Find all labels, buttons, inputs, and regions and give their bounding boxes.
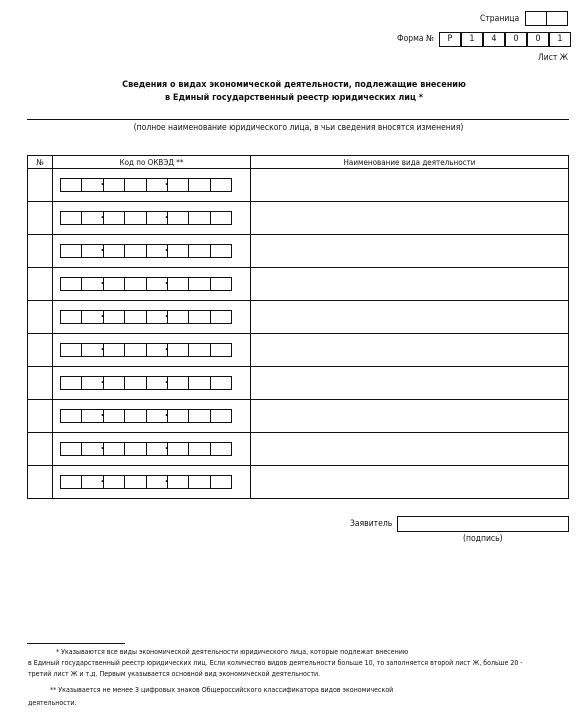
document-title-line1: Сведения о видах экономической деятельности, подлежащие внесению: [122, 80, 466, 90]
signature-caption: (подпись): [463, 534, 503, 544]
code-digit-box: [168, 443, 189, 455]
activity-name-cell[interactable]: [251, 301, 569, 334]
form-label: Форма №: [397, 34, 434, 44]
code-digit-box: [189, 410, 210, 422]
row-number-cell[interactable]: [28, 268, 53, 301]
code-digit-box: [125, 377, 146, 389]
code-digit-box: [61, 476, 82, 488]
code-digit-box: [211, 245, 231, 257]
code-digit-box: [61, 278, 82, 290]
code-digit-box: [211, 179, 231, 191]
row-number-cell[interactable]: [28, 235, 53, 268]
row-number-cell[interactable]: [28, 301, 53, 334]
form-digit-box: 0: [505, 32, 527, 47]
applicant-label: Заявитель: [350, 519, 393, 529]
document-title-line2: в Единый государственный реестр юридических лиц *: [164, 93, 424, 103]
code-digit-box: [104, 179, 125, 191]
table-row: [28, 301, 569, 334]
okved-code-input[interactable]: [60, 409, 232, 423]
code-digit-box: [211, 278, 231, 290]
code-digit-box: [189, 344, 210, 356]
footnote-1-line3: третий лист Ж и т.д. Первым указывается основной вид экономической деятельности.: [28, 670, 321, 678]
code-digit-box: [189, 476, 210, 488]
code-digit-box: [189, 212, 210, 224]
code-digit-box: [125, 476, 146, 488]
code-digit-box: [189, 377, 210, 389]
code-digit-box: [104, 410, 125, 422]
code-digit-box: [125, 344, 146, 356]
table-row: [28, 268, 569, 301]
row-number-cell[interactable]: [28, 334, 53, 367]
row-number-cell[interactable]: [28, 433, 53, 466]
row-number-cell[interactable]: [28, 169, 53, 202]
code-digit-box: [189, 443, 210, 455]
signature-field[interactable]: [397, 516, 569, 532]
code-digit-box: [211, 311, 231, 323]
code-digit-box: [211, 212, 231, 224]
row-number-cell[interactable]: [28, 202, 53, 235]
okved-code-cell: [53, 433, 251, 466]
okved-code-input[interactable]: [60, 475, 232, 489]
code-digit-box: [168, 410, 189, 422]
table-row: [28, 433, 569, 466]
company-name-caption: (полное наименование юридического лица, в чьи сведения вносятся изменения): [133, 123, 464, 133]
column-header-name: Наименование вида деятельности: [251, 156, 569, 169]
footnote-1-line2: в Единый государственный реестр юридических лиц. Если количество видов деятельности больше 10, то заполняется второй лист Ж, больше 20 -: [28, 659, 523, 667]
code-digit-box: [168, 212, 189, 224]
code-digit-box: [211, 443, 231, 455]
sheet-label: Лист Ж: [538, 53, 569, 63]
code-digit-box: [61, 311, 82, 323]
table-row: [28, 367, 569, 400]
table-row: [28, 334, 569, 367]
column-header-number: №: [28, 156, 53, 169]
row-number-cell[interactable]: [28, 400, 53, 433]
form-digit-box: 1: [549, 32, 571, 47]
code-digit-box: [61, 344, 82, 356]
code-digit-box: [61, 245, 82, 257]
code-digit-box: [168, 245, 189, 257]
code-digit-box: [168, 278, 189, 290]
code-digit-box: [104, 278, 125, 290]
code-digit-box: [168, 179, 189, 191]
code-digit-box: [211, 344, 231, 356]
okved-code-cell: [53, 301, 251, 334]
okved-code-cell: [53, 268, 251, 301]
row-number-cell[interactable]: [28, 367, 53, 400]
okved-code-input[interactable]: [60, 277, 232, 291]
footnote-divider: [27, 643, 125, 644]
activity-name-cell[interactable]: [251, 400, 569, 433]
form-digit-box: 0: [527, 32, 549, 47]
code-digit-box: [125, 311, 146, 323]
code-digit-box: [168, 311, 189, 323]
row-number-cell[interactable]: [28, 466, 53, 499]
code-digit-box: [168, 344, 189, 356]
activity-name-cell[interactable]: [251, 466, 569, 499]
footnote-1-line1: * Указываются все виды экономической деятельности юридического лица, которые подлежат внесению: [56, 648, 409, 656]
code-digit-box: [125, 212, 146, 224]
page-box-2[interactable]: [546, 11, 568, 26]
okved-code-input[interactable]: [60, 211, 232, 225]
activity-name-cell[interactable]: [251, 367, 569, 400]
code-digit-box: [104, 476, 125, 488]
activity-table: [27, 155, 569, 499]
column-header-code: Код по ОКВЭД **: [53, 156, 251, 169]
code-digit-box: [189, 311, 210, 323]
code-digit-box: [125, 278, 146, 290]
okved-code-input[interactable]: [60, 376, 232, 390]
okved-code-cell: [53, 202, 251, 235]
code-digit-box: [61, 179, 82, 191]
code-digit-box: [104, 443, 125, 455]
code-digit-box: [168, 377, 189, 389]
activity-name-cell[interactable]: [251, 433, 569, 466]
code-digit-box: [189, 278, 210, 290]
table-row: [28, 169, 569, 202]
code-digit-box: [189, 179, 210, 191]
activity-name-cell[interactable]: [251, 268, 569, 301]
company-name-field[interactable]: [27, 119, 569, 120]
code-digit-box: [211, 410, 231, 422]
okved-code-cell: [53, 334, 251, 367]
form-digit-box: 1: [461, 32, 483, 47]
activity-name-cell[interactable]: [251, 334, 569, 367]
okved-code-input[interactable]: [60, 178, 232, 192]
okved-code-input[interactable]: [60, 244, 232, 258]
page-box-1[interactable]: [525, 11, 547, 26]
okved-code-input[interactable]: [60, 343, 232, 357]
code-digit-box: [125, 443, 146, 455]
okved-code-input[interactable]: [60, 442, 232, 456]
okved-code-cell: [53, 235, 251, 268]
activity-name-cell[interactable]: [251, 202, 569, 235]
footnote-2-line2: деятельности.: [28, 699, 77, 707]
code-digit-box: [189, 245, 210, 257]
table-header-row: [28, 156, 569, 169]
okved-code-input[interactable]: [60, 310, 232, 324]
table-row: [28, 235, 569, 268]
code-digit-box: [104, 377, 125, 389]
code-digit-box: [211, 377, 231, 389]
table-row: [28, 400, 569, 433]
form-digit-box: 4: [483, 32, 505, 47]
code-digit-box: [125, 410, 146, 422]
code-digit-box: [104, 311, 125, 323]
code-digit-box: [168, 476, 189, 488]
okved-code-cell: [53, 466, 251, 499]
table-row: [28, 466, 569, 499]
okved-code-cell: [53, 367, 251, 400]
form-digit-box: Р: [439, 32, 461, 47]
activity-name-cell[interactable]: [251, 169, 569, 202]
code-digit-box: [61, 410, 82, 422]
code-digit-box: [61, 443, 82, 455]
code-digit-box: [125, 179, 146, 191]
code-digit-box: [61, 377, 82, 389]
footnote-2-line1: ** Указывается не менее 3 цифровых знаков Общероссийского классификатора видов экономической: [50, 686, 394, 694]
okved-code-cell: [53, 169, 251, 202]
code-digit-box: [104, 245, 125, 257]
table-row: [28, 202, 569, 235]
okved-code-cell: [53, 400, 251, 433]
page-label: Страница: [480, 14, 520, 24]
code-digit-box: [125, 245, 146, 257]
code-digit-box: [104, 212, 125, 224]
code-digit-box: [104, 344, 125, 356]
activity-name-cell[interactable]: [251, 235, 569, 268]
code-digit-box: [211, 476, 231, 488]
code-digit-box: [61, 212, 82, 224]
